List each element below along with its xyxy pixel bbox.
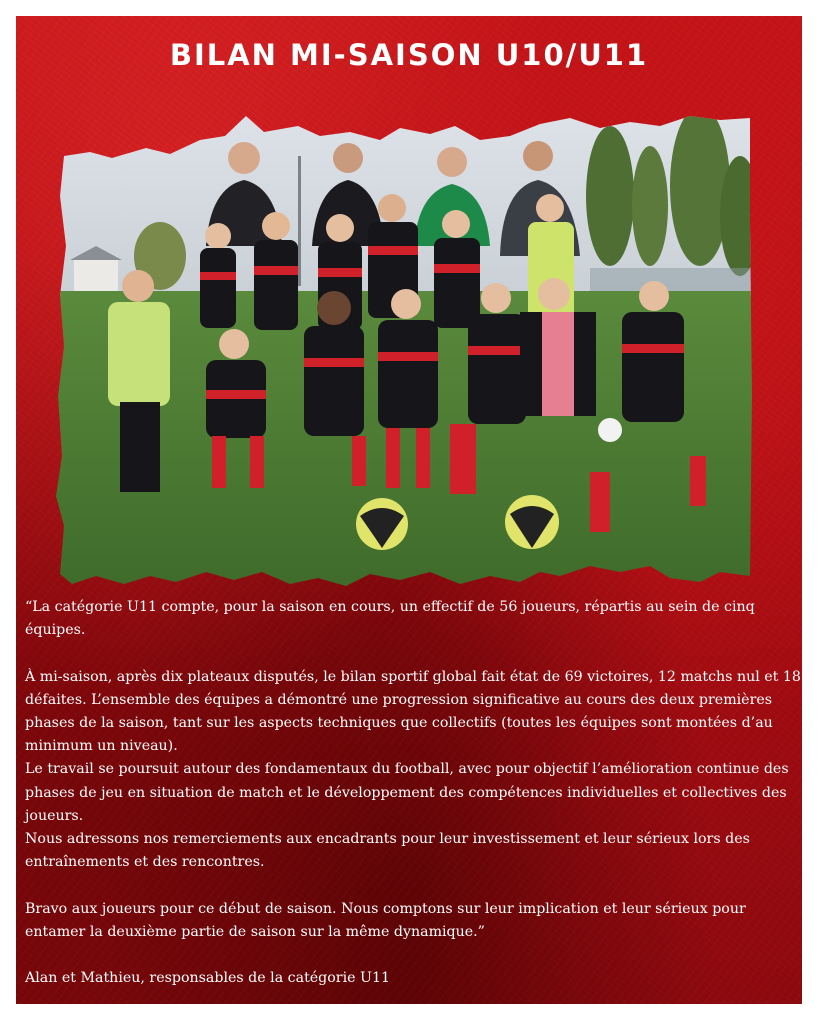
article-body [25,596,801,990]
paragraph-intro: “La catégorie U11 compte, pour la saison en cours, un effectif de 56 joueurs, répartis au sein de cinq équipes. [25,599,755,639]
paragraph-results: À mi-saison, après dix plateaux disputés, le bilan sportif global fait état de 69 victoires, 12 matchs nul et 18 défaites. L’ensemble des équipes a démontré une progression significative au cours des deux premières phases de la saison, tant sur les aspects techniques que collectifs (toutes les équipes sont montées d’au minimum un niveau). [25,668,801,755]
page-title: BILAN MI-SAISON U10/U11 [169,38,649,72]
poster [16,16,802,1004]
paragraph-thanks: Nous adressons nos remerciements aux encadrants pour leur investissement et leur sérieux lors des entraînements et des rencontres. [25,831,750,871]
paragraph-work: Le travail se poursuit autour des fondamentaux du football, avec pour objectif l’amélioration continue des phases de jeu en situation de match et le développement des compétences individuelles et collectives des joueurs. [25,761,789,824]
signature: Alan et Mathieu, responsables de la catégorie U11 [25,970,391,987]
team-photo [50,96,754,592]
paragraph-closing: Bravo aux joueurs pour ce début de saison. Nous comptons sur leur implication et leur sérieux pour entamer la deuxième partie de saison sur la même dynamique.” [25,900,746,940]
